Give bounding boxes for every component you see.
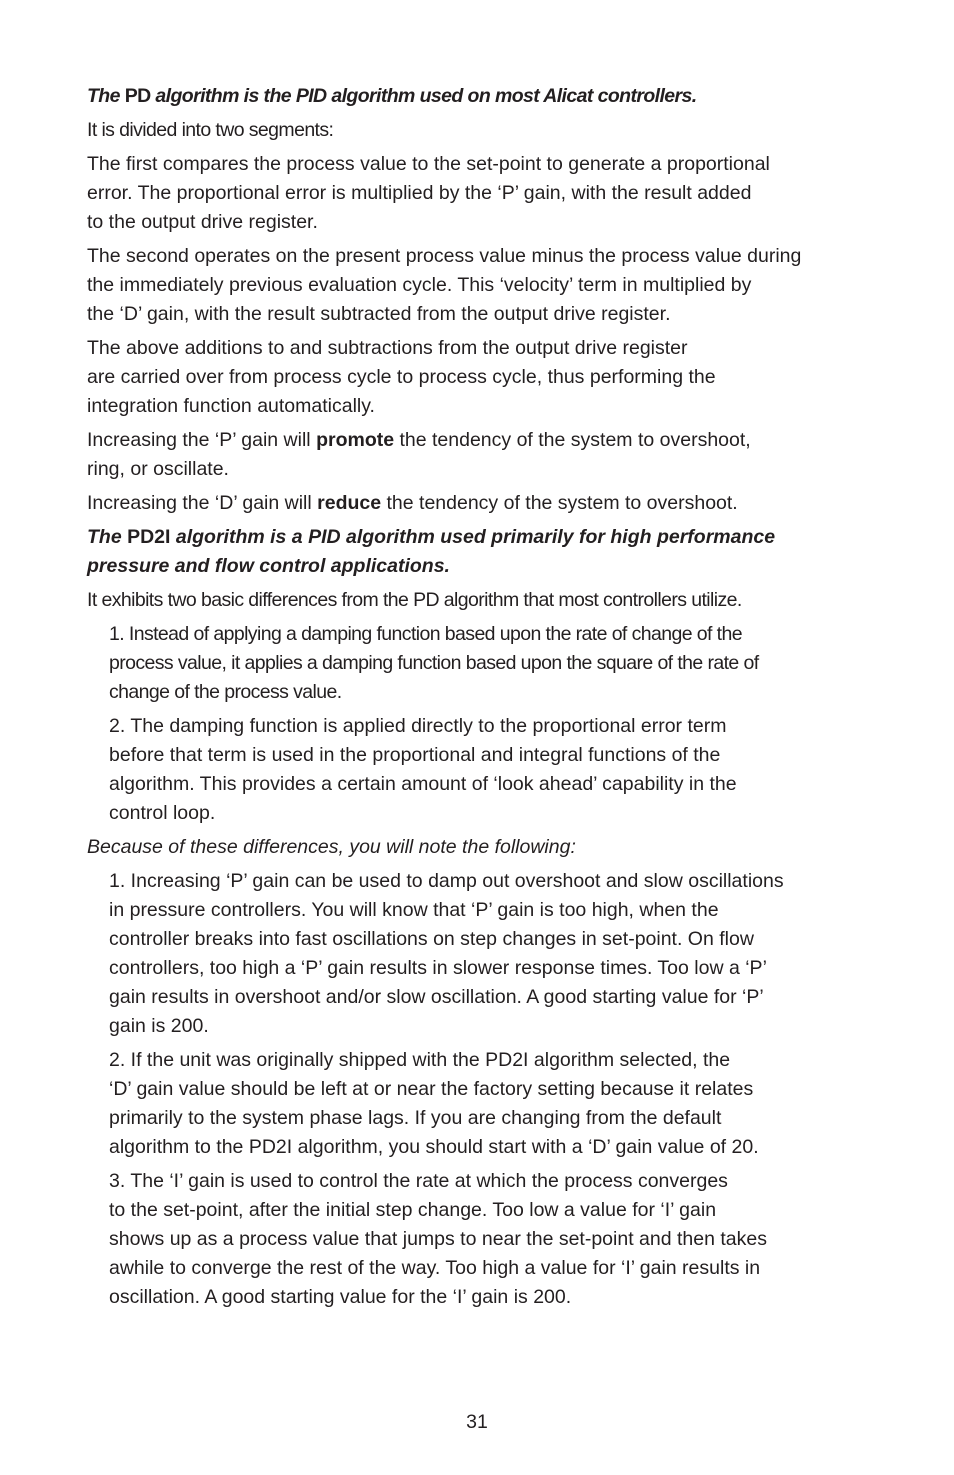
pd-heading-post: algorithm is the PID algorithm used on most Alicat controllers. (155, 85, 697, 107)
page-number: 31 (466, 1411, 488, 1433)
note-heading: Because of these differences, you will note the following: (87, 836, 576, 858)
pd-intro-paragraph: It is divided into two segments: (87, 119, 334, 141)
p-gain-pre: Increasing the ‘P’ gain will (87, 429, 311, 451)
pd2i-intro-paragraph: It exhibits two basic differences from the PD algorithm that most controllers utilize. (87, 589, 742, 611)
p-gain-post: the tendency of the system to overshoot, ring, or oscillate. (87, 429, 751, 480)
pd2i-difference-item: 1. Instead of applying a damping function based upon the rate of change of the process value, it applies a damping function based upon the square of the rate of change of the process value. (109, 623, 759, 703)
pd2i-algorithm-heading (87, 523, 877, 581)
p-gain-bold: promote (316, 429, 395, 451)
note-item: 1. Increasing ‘P’ gain can be used to damp out overshoot and slow oscillations in pressure controllers. You will know that ‘P’ gain is too high, when the controller breaks into fast oscillations on step changes in set-point. On flow controllers, too high a ‘P’ gain results in slower response times. Too low a ‘P’ gain results in overshoot and/or slow oscillation. A good starting value for ‘P’ gain is 200. (109, 870, 784, 1037)
pd2i-heading-post: algorithm is a PID algorithm used primarily for high performance pressure and flow control applications. (87, 526, 776, 577)
pd-p-gain-paragraph (87, 426, 877, 484)
d-gain-post: the tendency of the system to overshoot. (386, 492, 738, 514)
pd-integration-paragraph: The above additions to and subtractions from the output drive register are carried over from process cycle to process cycle, thus performing the integration function automatically. (87, 337, 716, 417)
pd-first-segment-paragraph: The first compares the process value to the set-point to generate a proportional error. The proportional error is multiplied by the ‘P’ gain, with the result added to the output drive register. (87, 153, 770, 233)
pd-heading-pre: The (87, 85, 120, 107)
pd2i-heading-name: PD2I (127, 526, 171, 548)
document-page (87, 82, 877, 1317)
pd2i-difference-item: 2. The damping function is applied directly to the proportional error term before that term is used in the proportional and integral functions of the algorithm. This provides a certain amount of ‘look ahead’ capability in the control loop. (109, 715, 737, 824)
pd-d-gain-paragraph (87, 489, 877, 518)
d-gain-pre: Increasing the ‘D’ gain will (87, 492, 312, 514)
pd-second-segment-paragraph: The second operates on the present process value minus the process value during the immediately previous evaluation cycle. This ‘velocity’ term in multiplied by the ‘D’ gain, with the result subtracted from the output drive register. (87, 245, 802, 325)
note-item: 3. The ‘I’ gain is used to control the rate at which the process converges to the set-point, after the initial step change. Too low a value for ‘I’ gain shows up as a process value that jumps to near the set-point and then takes awhile to converge the rest of the way. Too high a value for ‘I’ gain results in oscillation. A good starting value for the ‘I’ gain is 200. (109, 1170, 767, 1308)
d-gain-bold: reduce (317, 492, 382, 514)
pd2i-heading-pre: The (87, 526, 122, 548)
note-item: 2. If the unit was originally shipped with the PD2I algorithm selected, the ‘D’ gain value should be left at or near the factory setting because it relates primarily to the system phase lags. If you are changing from the default algorithm to the PD2I algorithm, you should start with a ‘D’ gain value of 20. (109, 1049, 759, 1158)
pd-algorithm-heading (87, 82, 877, 111)
pd-heading-name: PD (124, 85, 151, 107)
